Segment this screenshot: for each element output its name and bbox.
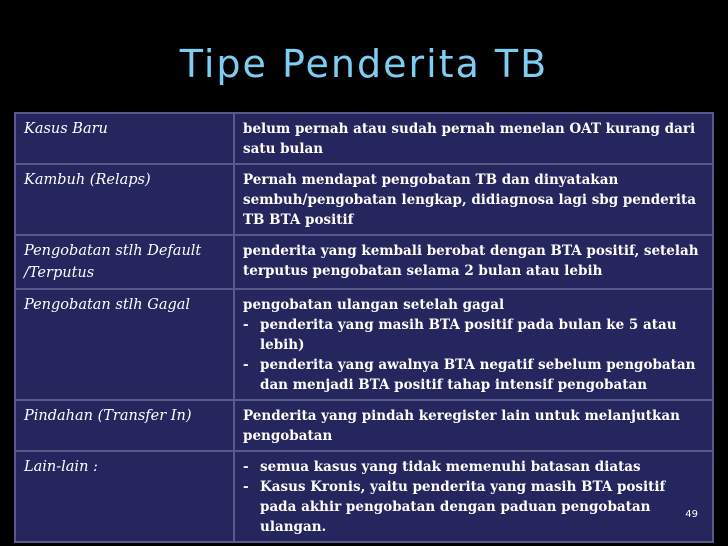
list-item-text: Kasus Kronis, yaitu penderita yang masih BTA positif pada akhir pengobatan dengan paduan pengobatan ulangan. (260, 479, 666, 535)
bullet-dash: - (243, 317, 249, 333)
list-item-text: penderita yang awalnya BTA negatif sebelum pengobatan dan menjadi BTA positif tahap intensif pengobatan (260, 357, 696, 393)
table-row (15, 164, 713, 235)
tb-patient-type-table (14, 112, 714, 543)
bullet-list (243, 457, 704, 537)
description-text: pengobatan ulangan setelah gagal (243, 297, 505, 313)
list-item (243, 355, 704, 395)
row-description (234, 113, 713, 164)
row-description (234, 164, 713, 235)
slide-number: 49 (685, 509, 698, 520)
description-text: Penderita yang pindah keregister lain untuk melanjutkan pengobatan (243, 408, 680, 444)
bullet-list (243, 315, 704, 395)
list-item-text: semua kasus yang tidak memenuhi batasan diatas (260, 459, 641, 475)
list-item (243, 477, 704, 537)
bullet-dash: - (243, 479, 249, 495)
slide-title: Tipe Penderita TB (179, 42, 549, 86)
row-label: Kambuh (Relaps) (15, 164, 234, 235)
row-label: Pindahan (Transfer In) (15, 400, 234, 451)
list-item-text: penderita yang masih BTA positif pada bulan ke 5 atau lebih) (260, 317, 677, 353)
table-row (15, 235, 713, 289)
row-label: Pengobatan stlh Default /Terputus (15, 235, 234, 289)
bullet-dash: - (243, 459, 249, 475)
row-description (234, 400, 713, 451)
row-label: Kasus Baru (15, 113, 234, 164)
list-item (243, 457, 704, 477)
row-label: Lain-lain : (15, 451, 234, 542)
description-text: belum pernah atau sudah pernah menelan OAT kurang dari satu bulan (243, 121, 696, 157)
row-label: Pengobatan stlh Gagal (15, 289, 234, 400)
table-row (15, 451, 713, 542)
row-description (234, 235, 713, 289)
description-text: Pernah mendapat pengobatan TB dan dinyatakan sembuh/pengobatan lengkap, didiagnosa lagi sbg penderita TB BTA positif (243, 172, 696, 228)
list-item (243, 315, 704, 355)
row-description (234, 451, 713, 542)
row-description (234, 289, 713, 400)
table-row (15, 113, 713, 164)
table-row (15, 400, 713, 451)
description-text: penderita yang kembali berobat dengan BTA positif, setelah terputus pengobatan selama 2 bulan atau lebih (243, 243, 699, 279)
table-row (15, 289, 713, 400)
bullet-dash: - (243, 357, 249, 373)
